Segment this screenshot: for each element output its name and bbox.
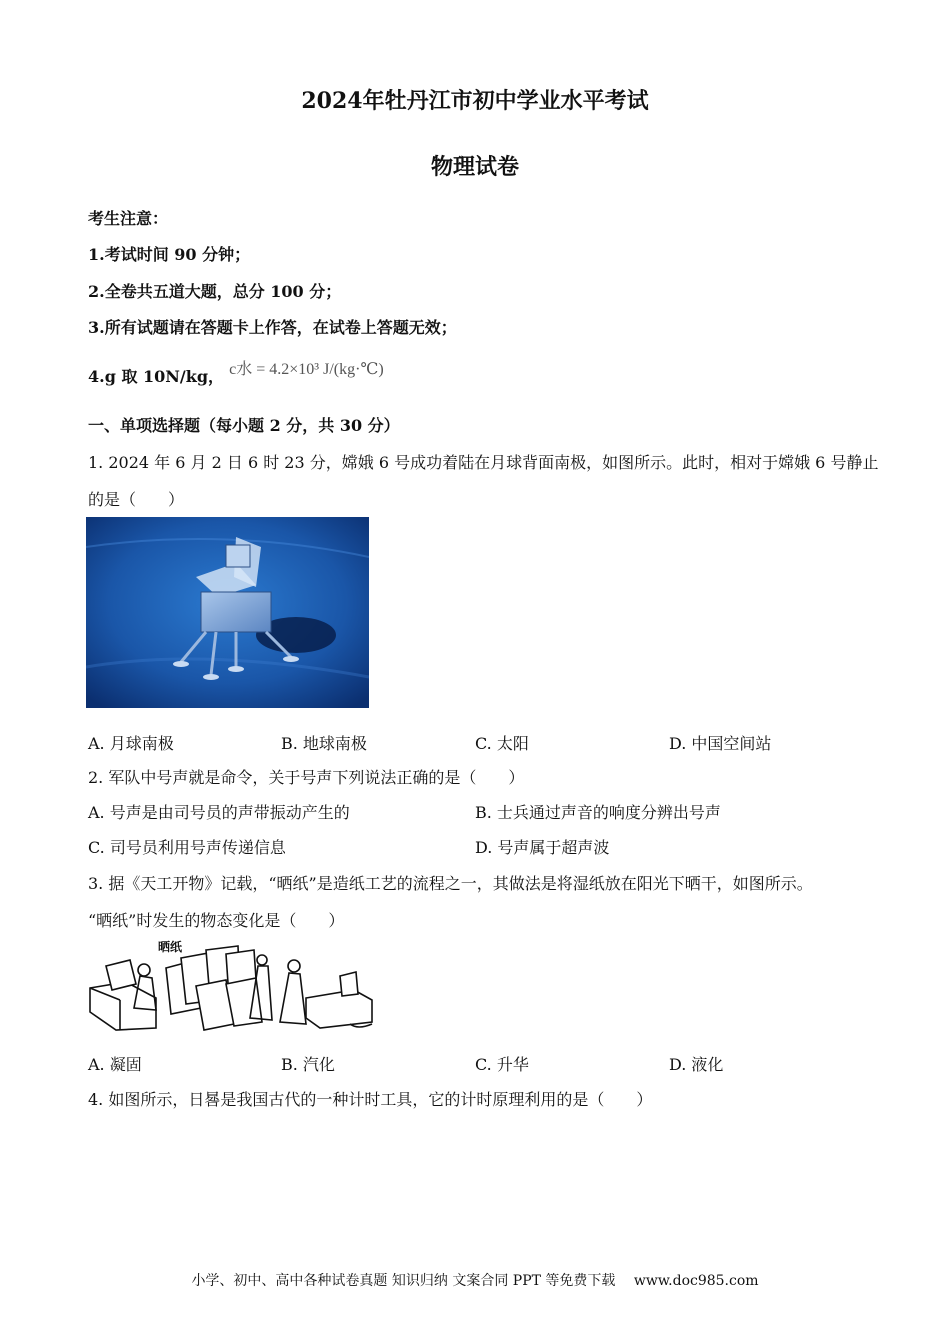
notice-heading: 考生注意： — [88, 209, 169, 228]
notice-item-4-prefix: 4.g 取 10N/kg， — [88, 367, 225, 386]
q3-option-b: B. 汽化 — [281, 1055, 335, 1074]
q1-stem-line2: 的是（ ） — [88, 490, 185, 509]
q2-option-c: C. 司号员利用号声传递信息 — [88, 838, 286, 857]
q4-stem: 4. 如图所示，日晷是我国古代的一种计时工具，它的计时原理利用的是（ ） — [88, 1090, 653, 1109]
q1-option-d: D. 中国空间站 — [669, 734, 772, 753]
exam-title: 2024年牡丹江市初中学业水平考试 — [301, 88, 649, 114]
q3-stem-line2: “晒纸”时发生的物态变化是（ ） — [88, 911, 345, 930]
exam-subtitle: 物理试卷 — [430, 154, 519, 180]
q2-option-d: D. 号声属于超声波 — [475, 838, 610, 857]
notice-item-3: 3.所有试题请在答题卡上作答，在试卷上答题无效； — [88, 318, 457, 337]
q3-option-d: D. 液化 — [669, 1055, 724, 1074]
q3-option-c: C. 升华 — [475, 1055, 529, 1074]
q1-stem-line1: 1. 2024 年 6 月 2 日 6 时 23 分，嫦娥 6 号成功着陆在月球背面南极，如图所示。此时，相对于嫦娥 6 号静止 — [88, 453, 879, 472]
q3-stem-line1: 3. 据《天工开物》记载，“晒纸”是造纸工艺的流程之一，其做法是将湿纸放在阳光下晒干，如图所示。 — [88, 874, 813, 893]
notice-item-2: 2.全卷共五道大题，总分 100 分； — [88, 282, 342, 301]
q2-option-b: B. 士兵通过声音的响度分辨出号声 — [475, 803, 721, 822]
q1-option-c: C. 太阳 — [475, 734, 529, 753]
specific-heat-formula: c水 = 4.2×10³ J/(kg·℃) — [229, 361, 384, 378]
paper-drying-label: 晒纸 — [158, 940, 183, 954]
section-heading: 一、单项选择题（每小题 2 分，共 30 分） — [88, 416, 400, 435]
q2-stem: 2. 军队中号声就是命令，关于号声下列说法正确的是（ ） — [88, 768, 525, 787]
q1-option-a: A. 月球南极 — [88, 734, 174, 753]
paper-drying-illustration — [86, 938, 378, 1034]
q2-option-a: A. 号声是由司号员的声带振动产生的 — [88, 803, 350, 822]
notice-item-1: 1.考试时间 90 分钟； — [88, 245, 251, 264]
notice-item-4 — [88, 356, 384, 386]
footer-text: 小学、初中、高中各种试卷真题 知识归纳 文案合同 PPT 等免费下载 www.doc985.com — [191, 1273, 759, 1289]
q1-option-b: B. 地球南极 — [281, 734, 367, 753]
q3-option-a: A. 凝固 — [88, 1055, 142, 1074]
lunar-lander-image — [86, 517, 369, 708]
